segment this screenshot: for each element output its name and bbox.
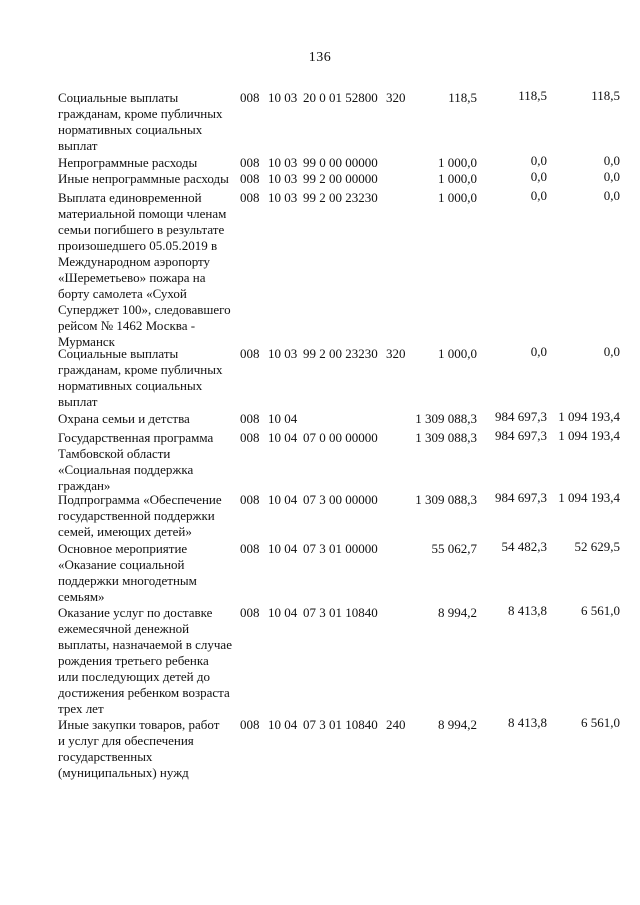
section-code: 10 03 [268, 171, 298, 186]
expense-name-line: Основное мероприятие [58, 541, 188, 556]
expense-name-line: Выплата единовременной [58, 190, 202, 205]
expense-name-line: гражданам, кроме публичных [58, 106, 223, 121]
expense-name-line: Иные непрограммные расходы [58, 171, 229, 186]
expense-name [58, 171, 238, 187]
department-code: 008 [240, 541, 260, 556]
amount-year-3: 118,5 [591, 88, 620, 103]
amount-year-3: 0,0 [603, 188, 620, 203]
amount-year-1: 1 309 088,3 [415, 492, 477, 507]
amount-year-1: 8 994,2 [438, 605, 477, 620]
expense-name-line: Тамбовской области [58, 446, 171, 461]
amount-year-1: 1 000,0 [438, 155, 477, 170]
amount-year-3: 1 094 193,4 [558, 490, 620, 505]
department-code: 008 [240, 171, 260, 186]
section-code: 10 04 [268, 411, 298, 426]
amount-year-1: 1 000,0 [438, 190, 477, 205]
amount-year-3: 1 094 193,4 [558, 409, 620, 424]
expense-type-code: 320 [386, 90, 406, 105]
section-code: 10 04 [268, 430, 298, 445]
target-article-code: 99 2 00 23230 [303, 346, 378, 361]
amount-year-1: 1 309 088,3 [415, 411, 477, 426]
expense-name-line: семьи погибшего в результате [58, 222, 225, 237]
expense-name-line: материальной помощи членам [58, 206, 227, 221]
expense-name-line: граждан» [58, 478, 111, 493]
amount-year-3: 0,0 [603, 344, 620, 359]
expense-name-line: Иные закупки товаров, работ [58, 717, 220, 732]
section-code: 10 04 [268, 605, 298, 620]
expense-name-line: произошедшего 05.05.2019 в [58, 238, 218, 253]
expense-name-line: Подпрограмма «Обеспечение [58, 492, 222, 507]
amount-year-2: 8 413,8 [508, 603, 547, 618]
expense-name-line: «Шереметьево» пожара на [58, 270, 206, 285]
expense-name-line: выплаты, назначаемой в случае [58, 637, 232, 652]
section-code: 10 04 [268, 717, 298, 732]
target-article-code: 07 3 01 00000 [303, 541, 378, 556]
amount-year-1: 1 000,0 [438, 171, 477, 186]
expense-name-line: «Оказание социальной [58, 557, 185, 572]
target-article-code: 07 0 00 00000 [303, 430, 378, 445]
amount-year-1: 1 309 088,3 [415, 430, 477, 445]
expense-type-code: 320 [386, 346, 406, 361]
section-code: 10 04 [268, 541, 298, 556]
target-article-code: 07 3 00 00000 [303, 492, 378, 507]
page-number: 136 [308, 50, 332, 65]
department-code: 008 [240, 717, 260, 732]
amount-year-1: 118,5 [448, 90, 477, 105]
expense-name [58, 411, 238, 427]
amount-year-2: 0,0 [530, 344, 547, 359]
expense-name-line: достижения ребенком возраста [58, 685, 230, 700]
section-code: 10 03 [268, 90, 298, 105]
expense-name [58, 346, 238, 410]
expense-name-line: нормативных социальных [58, 122, 203, 137]
expense-name-line: Охрана семьи и детства [58, 411, 190, 426]
amount-year-3: 1 094 193,4 [558, 428, 620, 443]
expense-name-line: выплат [58, 394, 98, 409]
expense-name-line: государственной поддержки [58, 508, 215, 523]
target-article-code: 99 2 00 23230 [303, 190, 378, 205]
expense-name-line: или последующих детей до [58, 669, 210, 684]
expense-name-line: Суперджет 100», следовавшего [58, 302, 231, 317]
expense-name [58, 492, 238, 540]
amount-year-3: 52 629,5 [574, 539, 620, 554]
amount-year-2: 118,5 [518, 88, 547, 103]
expense-name-line: ежемесячной денежной [58, 621, 190, 636]
expense-name-line: рождения третьего ребенка [58, 653, 209, 668]
expense-type-code: 240 [386, 717, 406, 732]
amount-year-2: 0,0 [530, 153, 547, 168]
section-code: 10 03 [268, 155, 298, 170]
expense-name-line: Социальные выплаты [58, 90, 179, 105]
expense-name-line: государственных [58, 749, 153, 764]
amount-year-3: 6 561,0 [581, 715, 620, 730]
section-code: 10 03 [268, 346, 298, 361]
expense-name-line: семьям» [58, 589, 105, 604]
expense-name-line: Мурманск [58, 334, 115, 349]
department-code: 008 [240, 346, 260, 361]
expense-name-line: борту самолета «Сухой [58, 286, 187, 301]
expense-name-line: поддержки многодетным [58, 573, 197, 588]
target-article-code: 99 2 00 00000 [303, 171, 378, 186]
target-article-code: 07 3 01 10840 [303, 605, 378, 620]
target-article-code: 07 3 01 10840 [303, 717, 378, 732]
department-code: 008 [240, 190, 260, 205]
amount-year-3: 0,0 [603, 169, 620, 184]
expense-name-line: выплат [58, 138, 98, 153]
amount-year-3: 0,0 [603, 153, 620, 168]
amount-year-1: 55 062,7 [431, 541, 477, 556]
department-code: 008 [240, 411, 260, 426]
amount-year-2: 984 697,3 [495, 428, 547, 443]
expense-name-line: нормативных социальных [58, 378, 203, 393]
expense-name-line: Государственная программа [58, 430, 214, 445]
section-code: 10 04 [268, 492, 298, 507]
expense-name-line: трех лет [58, 701, 104, 716]
department-code: 008 [240, 492, 260, 507]
amount-year-1: 1 000,0 [438, 346, 477, 361]
expense-name [58, 605, 238, 717]
amount-year-1: 8 994,2 [438, 717, 477, 732]
expense-name-line: и услуг для обеспечения [58, 733, 194, 748]
expense-name [58, 190, 238, 350]
expense-name [58, 717, 238, 781]
expense-name [58, 430, 238, 494]
amount-year-2: 0,0 [530, 169, 547, 184]
expense-name-line: Социальные выплаты [58, 346, 179, 361]
expense-name-line: гражданам, кроме публичных [58, 362, 223, 377]
expense-name-line: (муниципальных) нужд [58, 765, 189, 780]
expense-name-line: Непрограммные расходы [58, 155, 198, 170]
expense-name-line: рейсом № 1462 Москва - [58, 318, 196, 333]
section-code: 10 03 [268, 190, 298, 205]
expense-name [58, 155, 238, 171]
expense-name-line: семей, имеющих детей» [58, 524, 192, 539]
target-article-code: 20 0 01 52800 [303, 90, 378, 105]
department-code: 008 [240, 430, 260, 445]
expense-name [58, 90, 238, 154]
target-article-code: 99 0 00 00000 [303, 155, 378, 170]
amount-year-2: 8 413,8 [508, 715, 547, 730]
amount-year-2: 984 697,3 [495, 490, 547, 505]
expense-name-line: Оказание услуг по доставке [58, 605, 213, 620]
amount-year-2: 984 697,3 [495, 409, 547, 424]
expense-name-line: Международном аэропорту [58, 254, 211, 269]
department-code: 008 [240, 90, 260, 105]
expense-name [58, 541, 238, 605]
department-code: 008 [240, 605, 260, 620]
amount-year-2: 0,0 [530, 188, 547, 203]
amount-year-3: 6 561,0 [581, 603, 620, 618]
amount-year-2: 54 482,3 [501, 539, 547, 554]
expense-name-line: «Социальная поддержка [58, 462, 194, 477]
department-code: 008 [240, 155, 260, 170]
